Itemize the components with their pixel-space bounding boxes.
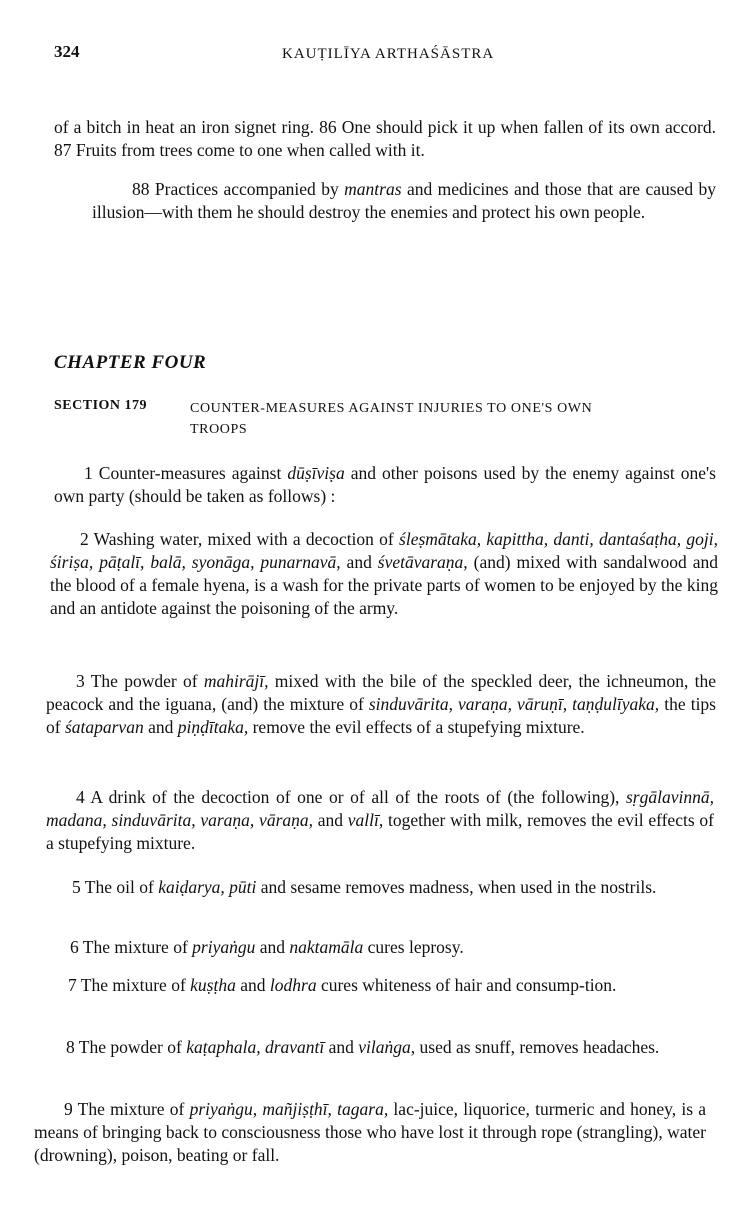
chapter-title: CHAPTER FOUR xyxy=(54,352,207,373)
text-run: and medicines and those that are caused by illusion—with them he should destroy the enemies and protect his own people. xyxy=(92,179,717,222)
text-run: together with milk, removes the evil effects of a stupefying mixture. xyxy=(46,810,714,853)
italic-term: priyaṅgu, mañjiṣṭhī, tagara, xyxy=(189,1099,389,1119)
italic-term: śataparvan xyxy=(64,717,144,737)
text-run: The mixture of xyxy=(78,937,193,957)
paragraph-88 xyxy=(92,178,716,224)
section-title: COUNTER-MEASURES AGAINST INJURIES TO ONE'S OWN TROOPS xyxy=(190,401,593,437)
text-run: and xyxy=(235,975,270,995)
italic-term: kaṭaphala, dravantī xyxy=(186,1037,325,1057)
paragraph-4 xyxy=(46,786,714,855)
paragraph-2 xyxy=(50,528,718,620)
paragraph-3 xyxy=(46,670,716,739)
italic-term: priyaṅgu xyxy=(192,937,256,957)
italic-term: mantras xyxy=(344,179,402,199)
text-run: Washing water, mixed with a decoction of xyxy=(88,529,400,549)
text-run: The mixture of xyxy=(76,975,191,995)
text-run: and xyxy=(143,717,178,737)
paragraph-number: 5 xyxy=(72,877,81,897)
text-run: and sesame removes madness, when used in the nostrils. xyxy=(256,877,657,897)
paragraph-number: 8 xyxy=(66,1037,75,1057)
text-run: the tips of xyxy=(46,694,716,737)
text-run: cures whiteness of hair and consump-tion. xyxy=(316,975,617,995)
italic-term: śvetāvaraṇa, xyxy=(377,552,468,572)
text-run: Practices accompanied by xyxy=(149,179,345,199)
text-run: used as snuff, removes headaches. xyxy=(415,1037,660,1057)
italic-term: kaiḍarya, pūti xyxy=(158,877,257,897)
running-head xyxy=(54,42,712,66)
paragraph-number: 9 xyxy=(64,1099,73,1119)
paragraph-7 xyxy=(38,974,712,997)
italic-term: naktamāla xyxy=(289,937,364,957)
paragraph-number: 6 xyxy=(70,937,79,957)
italic-term: vilaṅga, xyxy=(358,1037,416,1057)
text-run: and xyxy=(324,1037,359,1057)
italic-term: mahirājī, xyxy=(203,671,269,691)
italic-term: sinduvārita, varaṇa, vāruṇī, taṇḍulīyaka, xyxy=(368,694,660,714)
paragraph-9 xyxy=(34,1098,706,1167)
paragraph-number: 88 xyxy=(132,179,150,199)
text-run: and xyxy=(255,937,290,957)
paragraph-1 xyxy=(54,462,716,508)
paragraph-number: 86 xyxy=(319,117,337,137)
text-run: lac-juice, liquorice, turmeric and honey, is a means of bringing back to consciousness those who have lost it through rope (strangling), water (drowning), poison, beating or fall. xyxy=(34,1099,707,1165)
text-run: (and) mixed with sandalwood and the blood of a female hyena, is a wash for the private parts of women to be enjoyed by the king and an antidote against the poisoning of the army. xyxy=(50,552,718,618)
italic-term: vallī, xyxy=(347,810,384,830)
section-label: SECTION 179 xyxy=(54,398,148,413)
text-run: The oil of xyxy=(80,877,159,897)
italic-term: dūṣīviṣa xyxy=(287,463,345,483)
paragraph-number: 3 xyxy=(76,671,85,691)
paragraph-8 xyxy=(36,1036,708,1059)
paragraph-6 xyxy=(40,936,712,959)
text-run: and xyxy=(313,810,348,830)
text-run: Fruits from trees come to one when called with it. xyxy=(71,140,425,160)
text-run: mixed with the bile of the speckled deer, the ichneumon, the peacock and the iguana, (and) the mixture of xyxy=(46,671,716,714)
paragraph-5 xyxy=(42,876,712,899)
text-run: One should pick it up when fallen of its own accord. xyxy=(336,117,716,137)
text-run: A drink of the decoction of one or of all of the roots of (the following), xyxy=(84,787,626,807)
book-title: KAUṬILĪYA ARTHAŚĀSTRA xyxy=(282,46,495,62)
text-run: and other poisons used by the enemy against one's own party (should be taken as follows) : xyxy=(54,463,716,506)
text-run: of a bitch in heat an iron signet ring. xyxy=(54,117,320,137)
italic-term: piṇḍītaka, xyxy=(177,717,249,737)
paragraph-86-87 xyxy=(54,116,716,162)
italic-term: sṛgālavinnā, madana, sinduvārita, varaṇa, vāraṇa, xyxy=(46,787,714,830)
text-run: and xyxy=(340,552,378,572)
paragraph-number: 1 xyxy=(84,463,93,483)
text-run: cures leprosy. xyxy=(363,937,464,957)
paragraph-number: 87 xyxy=(54,140,72,160)
text-run: The powder of xyxy=(74,1037,187,1057)
paragraph-number: 2 xyxy=(80,529,89,549)
italic-term: śleṣmātaka, kapittha, danti, dantaśaṭha, goji, śiriṣa, pāṭalī, balā, syonāga, punarnavā, xyxy=(50,529,718,572)
paragraph-number: 4 xyxy=(76,787,85,807)
text-run: The powder of xyxy=(84,671,204,691)
page-number: 324 xyxy=(54,42,80,61)
text-run: Counter-measures against xyxy=(92,463,288,483)
text-run: The mixture of xyxy=(72,1099,190,1119)
paragraph-number: 7 xyxy=(68,975,77,995)
italic-term: kuṣṭha xyxy=(190,975,236,995)
text-run: remove the evil effects of a stupefying mixture. xyxy=(248,717,585,737)
italic-term: lodhra xyxy=(269,975,317,995)
